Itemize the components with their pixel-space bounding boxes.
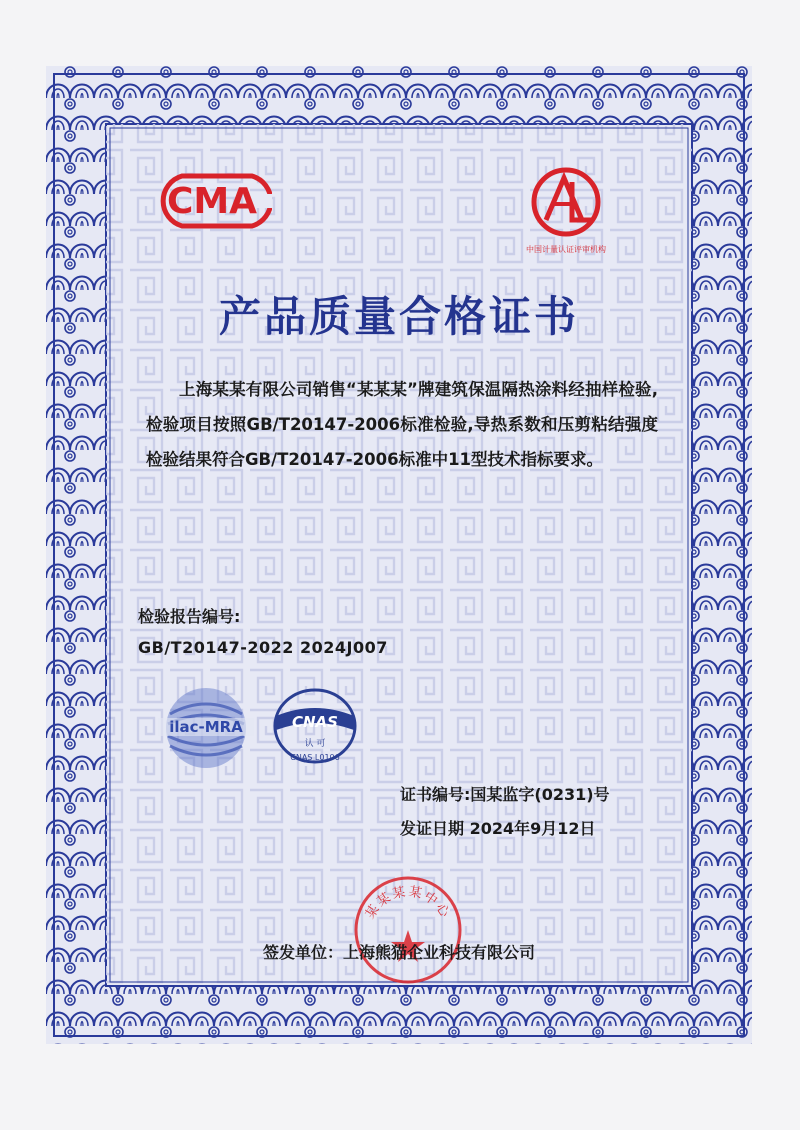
- cma-logo: [152, 170, 272, 232]
- page-title: 产品质量合格证书: [218, 292, 579, 341]
- report-number: GB/T20147-2022 2024J007: [138, 638, 388, 657]
- cma-logo-text: CMA: [166, 181, 258, 222]
- cnas-code: CNAS L0106: [290, 753, 340, 762]
- certificate-body: 上海某某有限公司销售“某某某”牌建筑保温隔热涂料经抽样检验,检验项目按照GB/T20147-2006标准检验,导热系数和压剪粘结强度检验结果符合GB/T20147-2006标准中11型技术指标要求。: [146, 380, 658, 469]
- ilac-mra-text: ilac-MRA: [169, 718, 243, 736]
- official-red-stamp: [350, 872, 466, 988]
- certificate-number: 证书编号:国某监字(0231)号: [400, 785, 610, 804]
- cal-logo: [516, 162, 616, 258]
- cnas-seal: [270, 686, 360, 772]
- cnas-sub-text: 认 可: [304, 739, 326, 749]
- report-number-label: 检验报告编号:: [138, 607, 241, 626]
- issuing-organization: 签发单位：上海熊猫企业科技有限公司: [262, 943, 535, 962]
- certificate: [46, 66, 752, 1044]
- stamp-text: 某某某某中心: [362, 884, 454, 922]
- cal-caption: 中国计量认证评审机构: [526, 245, 606, 254]
- issue-date: 发证日期 2024年9月12日: [400, 819, 596, 838]
- cnas-text: CNAS: [292, 713, 338, 731]
- ilac-mra-seal: [156, 684, 256, 772]
